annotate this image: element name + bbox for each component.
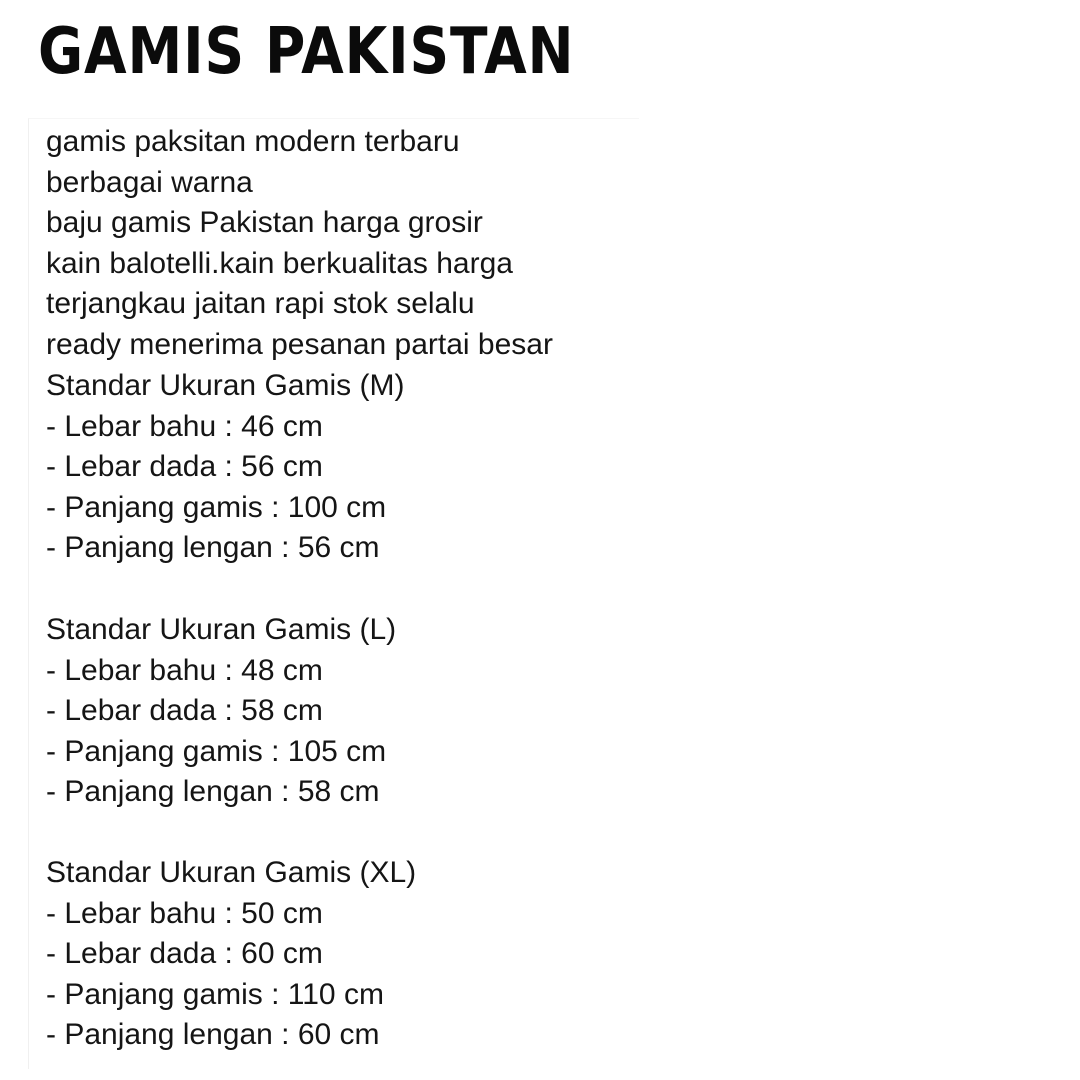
measurement-line: - Lebar dada : 58 cm — [46, 694, 323, 728]
measurement-line: - Panjang lengan : 58 cm — [46, 775, 380, 809]
measurement-line: - Lebar dada : 60 cm — [46, 937, 323, 971]
size-chart-m — [46, 366, 404, 569]
measurement-line: - Lebar bahu : 50 cm — [46, 896, 323, 930]
size-chart-xl — [46, 853, 416, 1056]
description-line: baju gamis Pakistan harga grosir — [46, 206, 483, 240]
measurement-line: - Panjang lengan : 60 cm — [46, 1018, 380, 1052]
description-line: ready menerima pesanan partai besar — [46, 327, 553, 361]
description-line: terjangkau jaitan rapi stok selalu — [46, 287, 475, 321]
page-title: GAMIS PAKISTAN — [38, 15, 575, 89]
measurement-line: - Lebar bahu : 48 cm — [46, 653, 323, 687]
size-heading: Standar Ukuran Gamis (M) — [46, 369, 405, 402]
measurement-line: - Panjang gamis : 110 cm — [46, 977, 384, 1011]
measurement-line: - Panjang lengan : 56 cm — [46, 531, 380, 565]
description-line: kain balotelli.kain berkualitas harga — [46, 246, 513, 280]
size-chart-l — [46, 610, 396, 813]
measurement-line: - Lebar dada : 56 cm — [46, 450, 323, 484]
description-line: berbagai warna — [46, 165, 253, 199]
measurement-line: - Panjang gamis : 100 cm — [46, 490, 387, 524]
size-heading: Standar Ukuran Gamis (L) — [46, 613, 397, 646]
description-line: gamis paksitan modern terbaru — [46, 125, 460, 158]
measurement-line: - Lebar bahu : 46 cm — [46, 409, 323, 443]
size-heading: Standar Ukuran Gamis (XL) — [46, 856, 417, 889]
measurement-line: - Panjang gamis : 105 cm — [46, 734, 387, 768]
product-description — [46, 122, 553, 366]
